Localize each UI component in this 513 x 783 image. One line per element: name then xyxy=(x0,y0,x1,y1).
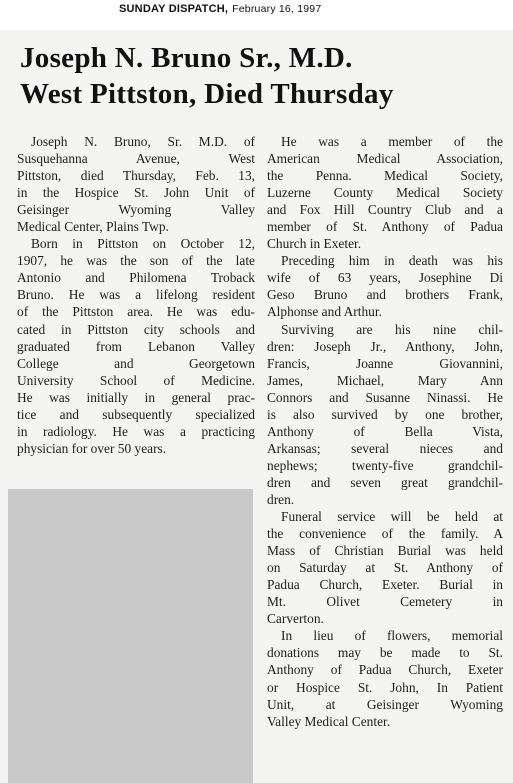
text-line: Connors and Susanne Ninassi. He xyxy=(267,389,503,405)
text-line: member of St. Anthony of Padua xyxy=(267,219,503,235)
left-column xyxy=(17,133,255,457)
text-line: Mt. Olivet Cemetery in xyxy=(267,594,503,610)
text-line: Surviving are his nine chil- xyxy=(281,321,503,337)
right-column-paragraph xyxy=(267,321,503,509)
text-line: He was a member of the xyxy=(281,134,503,149)
text-line: Francis, Joanne Giovannini, xyxy=(267,355,503,371)
text-line: Anthony of Padua Church, Exeter xyxy=(267,662,503,678)
text-line: In lieu of flowers, memorial xyxy=(281,628,503,644)
headline xyxy=(20,40,500,112)
text-line: is also survived by one brother, xyxy=(267,406,503,422)
publication-date: February 16, 1997 xyxy=(232,3,322,15)
right-column xyxy=(267,133,503,730)
text-line: in radiology. He was a practicing xyxy=(17,423,255,439)
text-line: Padua Church, Exeter. Burial in xyxy=(267,577,503,593)
text-line: Medical Center, Plains Twp. xyxy=(17,219,169,235)
text-line: cated in Pittston city schools and xyxy=(17,321,255,337)
text-line: Carverton. xyxy=(267,611,324,627)
text-line: the convenience of the family. A xyxy=(267,526,503,542)
text-line: in the Hospice St. John Unit of xyxy=(17,185,255,201)
photo-placeholder xyxy=(8,489,253,783)
text-line: tice and subsequently specialized xyxy=(17,406,255,422)
text-line: dren. xyxy=(267,491,295,507)
text-line: Mass of Christian Burial was held xyxy=(267,543,503,559)
text-line: Susquehanna Avenue, West xyxy=(17,151,255,167)
text-line: the Penna. Medical Society, xyxy=(267,168,503,184)
dateline xyxy=(119,3,321,15)
text-line: Luzerne County Medical Society xyxy=(267,185,503,201)
right-column-paragraph xyxy=(267,627,503,729)
text-line: Joseph N. Bruno, Sr. M.D. of xyxy=(31,134,255,149)
headline-line-2: West Pittston, Died Thursday xyxy=(20,78,394,110)
text-line: James, Michael, Mary Ann xyxy=(267,372,503,388)
left-column-paragraph xyxy=(17,133,255,235)
text-line: graduated from Lebanon Valley xyxy=(17,338,255,354)
text-line: wife of 63 years, Josephine Di xyxy=(267,270,503,286)
text-line: donations may be made to St. xyxy=(267,645,503,661)
right-column-paragraph xyxy=(267,252,503,320)
text-line: Church in Exeter. xyxy=(267,236,362,252)
text-line: on Saturday at St. Anthony of xyxy=(267,560,503,576)
text-line: dren and seven great grandchil- xyxy=(267,474,503,490)
text-line: He was initially in general prac- xyxy=(17,389,255,405)
text-line: dren: Joseph Jr., Anthony, John, xyxy=(267,338,503,354)
text-line: nephews; twenty-five grandchil- xyxy=(267,457,503,473)
text-line: or Hospice St. John, In Patient xyxy=(267,679,503,695)
text-line: physician for over 50 years. xyxy=(17,440,167,456)
text-line: Anthony of Bella Vista, xyxy=(267,423,503,439)
text-line: College and Georgetown xyxy=(17,355,255,371)
left-column-paragraph xyxy=(17,235,255,457)
text-line: 1907, he was the son of the late xyxy=(17,253,255,269)
newspaper-name: SUNDAY DISPATCH, xyxy=(119,3,229,15)
text-line: American Medical Association, xyxy=(267,151,503,167)
text-line: Born in Pittston on October 12, xyxy=(31,236,255,252)
text-line: Funeral service will be held at xyxy=(281,509,503,525)
text-line: of the Pittston area. He was edu- xyxy=(17,304,255,320)
text-line: Valley Medical Center. xyxy=(267,713,391,729)
text-line: Preceding him in death was his xyxy=(281,253,503,269)
text-line: Arkansas; several nieces and xyxy=(267,440,503,456)
text-line: University School of Medicine. xyxy=(17,372,255,388)
text-line: Pittston, died Thursday, Feb. 13, xyxy=(17,168,255,184)
text-line: and Fox Hill Country Club and a xyxy=(267,202,503,218)
text-line: Bruno. He was a lifelong resident xyxy=(17,287,255,303)
text-line: Geisinger Wyoming Valley xyxy=(17,202,255,218)
text-line: Alphonse and Arthur. xyxy=(267,304,382,320)
right-column-paragraph xyxy=(267,508,503,627)
headline-line-1: Joseph N. Bruno Sr., M.D. xyxy=(20,42,353,74)
text-line: Antonio and Philomena Troback xyxy=(17,270,255,286)
right-column-paragraph xyxy=(267,133,503,252)
text-line: Geso Bruno and brothers Frank, xyxy=(267,287,503,303)
text-line: Unit, at Geisinger Wyoming xyxy=(267,696,503,712)
